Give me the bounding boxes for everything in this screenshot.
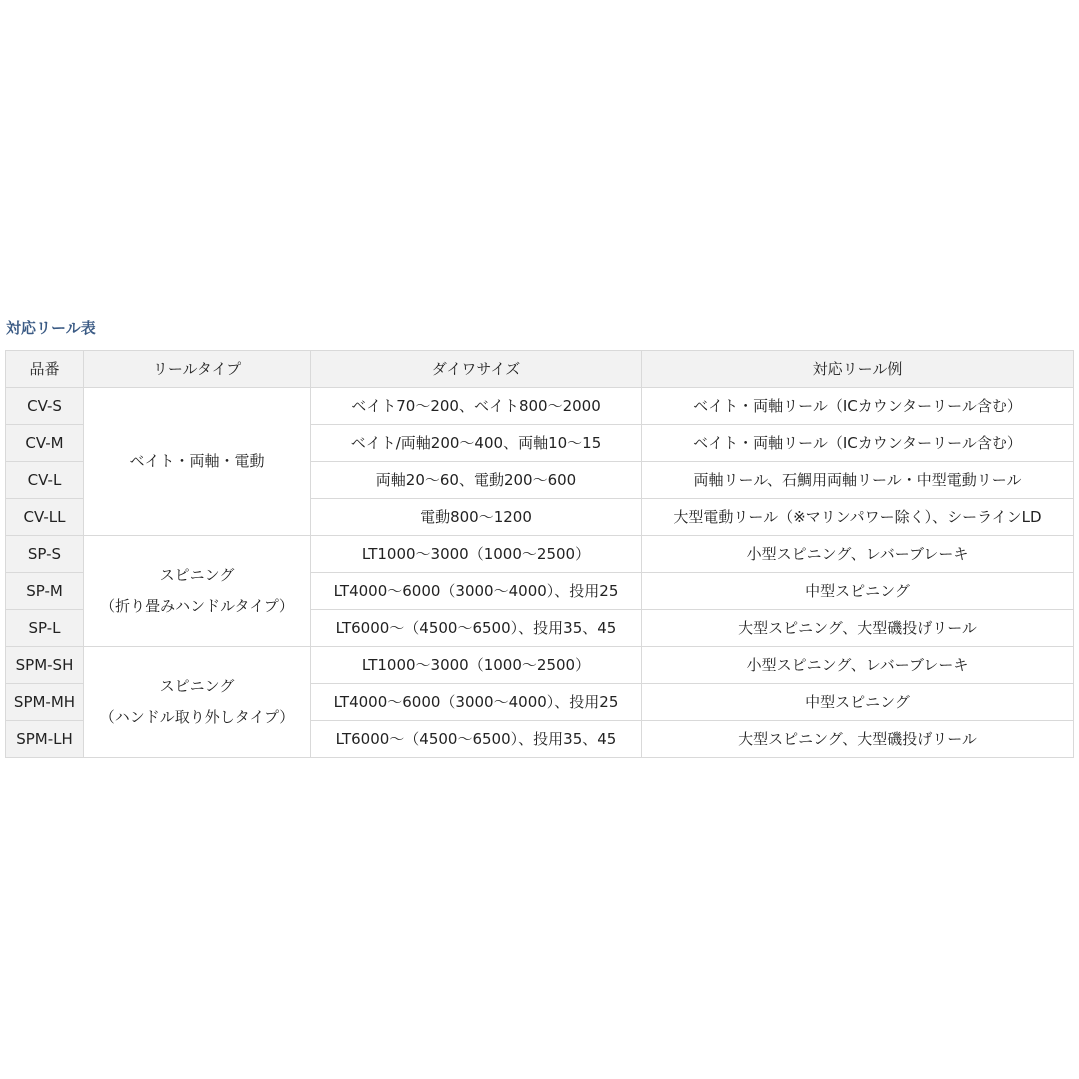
daiwa-size-cell: LT4000～6000（3000～4000）、投用25 <box>311 573 642 610</box>
reel-example-cell: ベイト・両軸リール（ICカウンターリール含む） <box>642 425 1074 462</box>
daiwa-size-cell: LT4000～6000（3000～4000）、投用25 <box>311 684 642 721</box>
reel-example-cell: 小型スピニング、レバーブレーキ <box>642 536 1074 573</box>
daiwa-size-cell: LT1000～3000（1000～2500） <box>311 647 642 684</box>
header-row <box>6 351 1074 388</box>
reel-example-cell: 中型スピニング <box>642 573 1074 610</box>
reel-example-cell: ベイト・両軸リール（ICカウンターリール含む） <box>642 388 1074 425</box>
reel-example-cell: 両軸リール、石鯛用両軸リール・中型電動リール <box>642 462 1074 499</box>
reel-type-label: ベイト・両軸・電動 <box>129 452 265 470</box>
reel-type-sublabel: （折り畳みハンドルタイプ） <box>100 597 294 615</box>
product-code-cell: SPM-MH <box>6 684 84 721</box>
reel-type-label: スピニング <box>159 566 235 584</box>
daiwa-size-cell: LT6000～（4500～6500）、投用35、45 <box>311 721 642 758</box>
header-daiwa-size: ダイワサイズ <box>311 351 642 388</box>
reel-type-sublabel: （ハンドル取り外しタイプ） <box>99 708 295 726</box>
daiwa-size-cell: ベイト/両軸200～400、両軸10～15 <box>311 425 642 462</box>
product-code-cell: CV-LL <box>6 499 84 536</box>
table-row <box>6 388 1074 425</box>
reel-type-cell <box>84 536 311 647</box>
header-reel-example: 対応リール例 <box>642 351 1074 388</box>
daiwa-size-cell: 両軸20～60、電動200～600 <box>311 462 642 499</box>
reel-example-cell: 大型電動リール（※マリンパワー除く）、シーラインLD <box>642 499 1074 536</box>
daiwa-size-cell: LT1000～3000（1000～2500） <box>311 536 642 573</box>
reel-type-cell <box>84 388 311 536</box>
reel-type-cell <box>84 647 311 758</box>
reel-example-cell: 中型スピニング <box>642 684 1074 721</box>
product-code-cell: CV-M <box>6 425 84 462</box>
table-header <box>6 351 1074 388</box>
product-code-cell: SP-M <box>6 573 84 610</box>
table-row <box>6 647 1074 684</box>
product-code-cell: CV-S <box>6 388 84 425</box>
product-code-cell: SP-L <box>6 610 84 647</box>
product-code-cell: SP-S <box>6 536 84 573</box>
product-code-cell: SPM-SH <box>6 647 84 684</box>
daiwa-size-cell: ベイト70～200、ベイト800～2000 <box>311 388 642 425</box>
table-body <box>6 388 1074 758</box>
product-code-cell: CV-L <box>6 462 84 499</box>
daiwa-size-cell: LT6000～（4500～6500）、投用35、45 <box>311 610 642 647</box>
product-code-cell: SPM-LH <box>6 721 84 758</box>
reel-example-cell: 小型スピニング、レバーブレーキ <box>642 647 1074 684</box>
daiwa-size-cell: 電動800～1200 <box>311 499 642 536</box>
header-reel-type: リールタイプ <box>84 351 311 388</box>
reel-compatibility-table <box>5 350 1074 758</box>
reel-example-cell: 大型スピニング、大型磯投げリール <box>642 610 1074 647</box>
reel-type-label: スピニング <box>159 677 235 695</box>
page-title: 対応リール表 <box>6 319 96 337</box>
header-product-code: 品番 <box>6 351 84 388</box>
reel-example-cell: 大型スピニング、大型磯投げリール <box>642 721 1074 758</box>
table-row <box>6 536 1074 573</box>
